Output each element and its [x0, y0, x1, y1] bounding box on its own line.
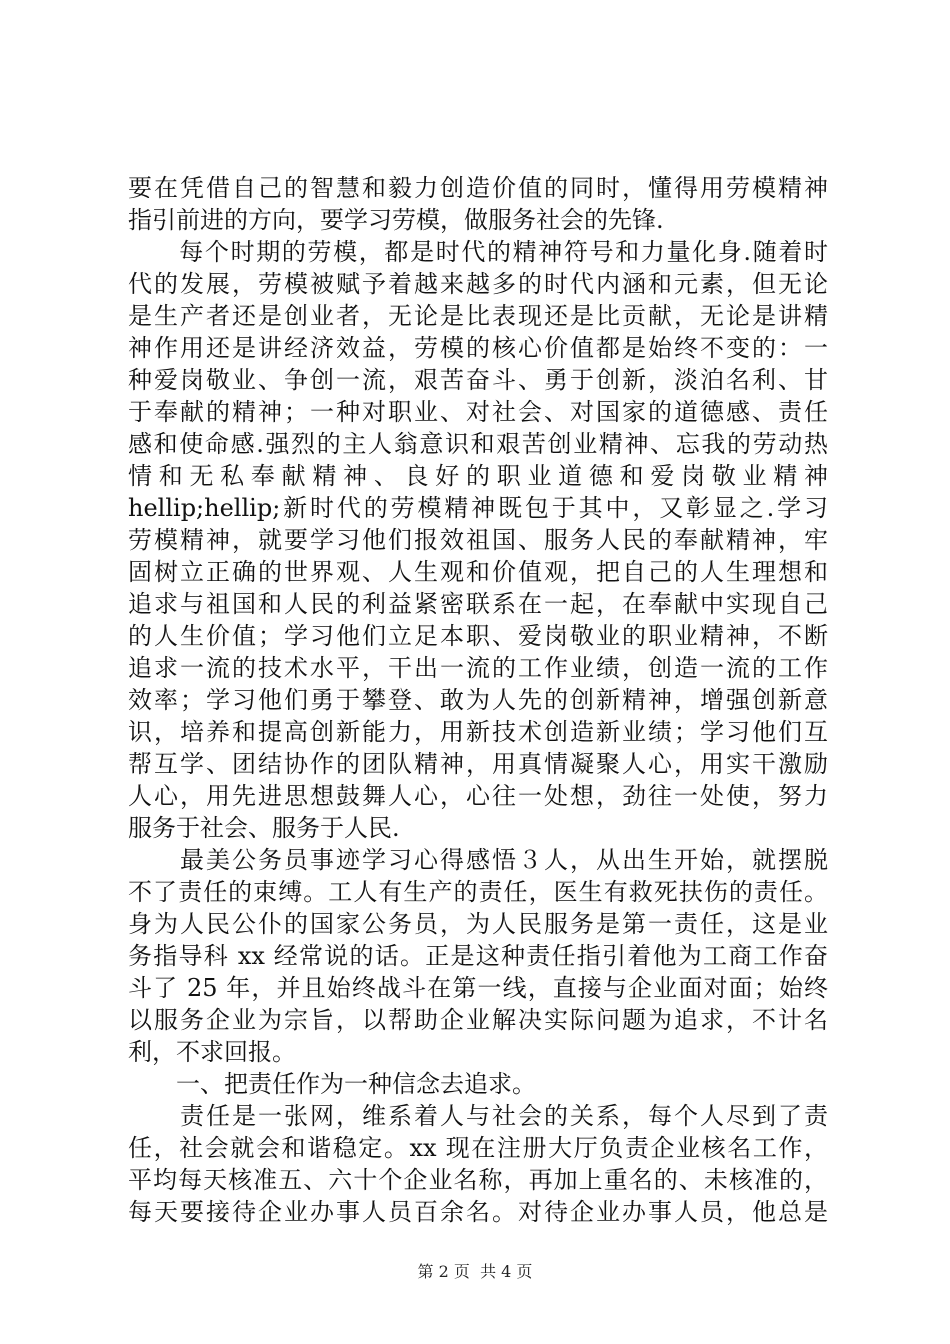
text-line: 效率；学习他们勇于攀登、敢为人先的创新精神，增强创新意 — [128, 686, 828, 714]
text-line: 情和无私奉献精神、良好的职业道德和爱岗敬业精神 — [128, 462, 828, 490]
text-line: 利，不求回报。 — [128, 1038, 296, 1066]
text-line: 神作用还是讲经济效益，劳模的核心价值都是始终不变的：一 — [128, 334, 828, 362]
text-line: 每天要接待企业办事人员百余名。对待企业办事人员，他总是 — [128, 1198, 828, 1226]
text-line: 于奉献的精神；一种对职业、对社会、对国家的道德感、责任 — [128, 398, 828, 426]
text-line: 不了责任的束缚。工人有生产的责任，医生有救死扶伤的责任。 — [128, 878, 828, 906]
text-line: 最美公务员事迹学习心得感悟３人，从出生开始，就摆脱 — [128, 846, 828, 874]
text-line: 固树立正确的世界观、人生观和价值观，把自己的人生理想和 — [128, 558, 828, 586]
text-line: hellip;hellip;新时代的劳模精神既包于其中，又彰显之.学习 — [128, 494, 828, 522]
page-footer: 第 2 页 共 4 页 — [417, 1262, 533, 1281]
document-body — [128, 172, 828, 1228]
text-line: 种爱岗敬业、争创一流，艰苦奋斗、勇于创新，淡泊名利、甘 — [128, 366, 828, 394]
text-line: 帮互学、团结协作的团队精神，用真情凝聚人心，用实干激励 — [128, 750, 828, 778]
text-line: 每个时期的劳模，都是时代的精神符号和力量化身.随着时 — [128, 238, 828, 266]
text-line: 服务于社会、服务于人民. — [128, 814, 400, 842]
text-line: 识，培养和提高创新能力，用新技术创造新业绩；学习他们互 — [128, 718, 828, 746]
text-line: 代的发展，劳模被赋予着越来越多的时代内涵和元素，但无论 — [128, 270, 828, 298]
text-line: 平均每天核准五、六十个企业名称，再加上重名的、未核准的， — [128, 1166, 828, 1194]
text-line: 劳模精神，就要学习他们报效祖国、服务人民的奉献精神，牢 — [128, 526, 828, 554]
text-line: 感和使命感.强烈的主人翁意识和艰苦创业精神、忘我的劳动热 — [128, 430, 828, 458]
text-line: 追求一流的技术水平，干出一流的工作业绩，创造一流的工作 — [128, 654, 828, 682]
text-line: 身为人民公仆的国家公务员，为人民服务是第一责任，这是业 — [128, 910, 828, 938]
text-line: 是生产者还是创业者，无论是比表现还是比贡献，无论是讲精 — [128, 302, 828, 330]
text-line: 责任是一张网，维系着人与社会的关系，每个人尽到了责 — [128, 1102, 828, 1130]
text-line: 任，社会就会和谐稳定。xx 现在注册大厅负责企业核名工作， — [128, 1134, 828, 1162]
text-line: 一、把责任作为一种信念去追求。 — [128, 1070, 536, 1098]
text-line: 指引前进的方向，要学习劳模，做服务社会的先锋. — [128, 206, 664, 234]
text-line: 要在凭借自己的智慧和毅力创造价值的同时，懂得用劳模精神 — [128, 174, 828, 202]
text-line: 的人生价值；学习他们立足本职、爱岗敬业的职业精神，不断 — [128, 622, 828, 650]
text-line: 务指导科 xx 经常说的话。正是这种责任指引着他为工商工作奋 — [128, 942, 828, 970]
text-line: 以服务企业为宗旨，以帮助企业解决实际问题为追求，不计名 — [128, 1006, 828, 1034]
text-line: 追求与祖国和人民的利益紧密联系在一起，在奉献中实现自己 — [128, 590, 828, 618]
text-line: 斗了 25 年，并且始终战斗在第一线，直接与企业面对面；始终 — [128, 974, 828, 1002]
text-line: 人心，用先进思想鼓舞人心，心往一处想，劲往一处使，努力 — [128, 782, 828, 810]
